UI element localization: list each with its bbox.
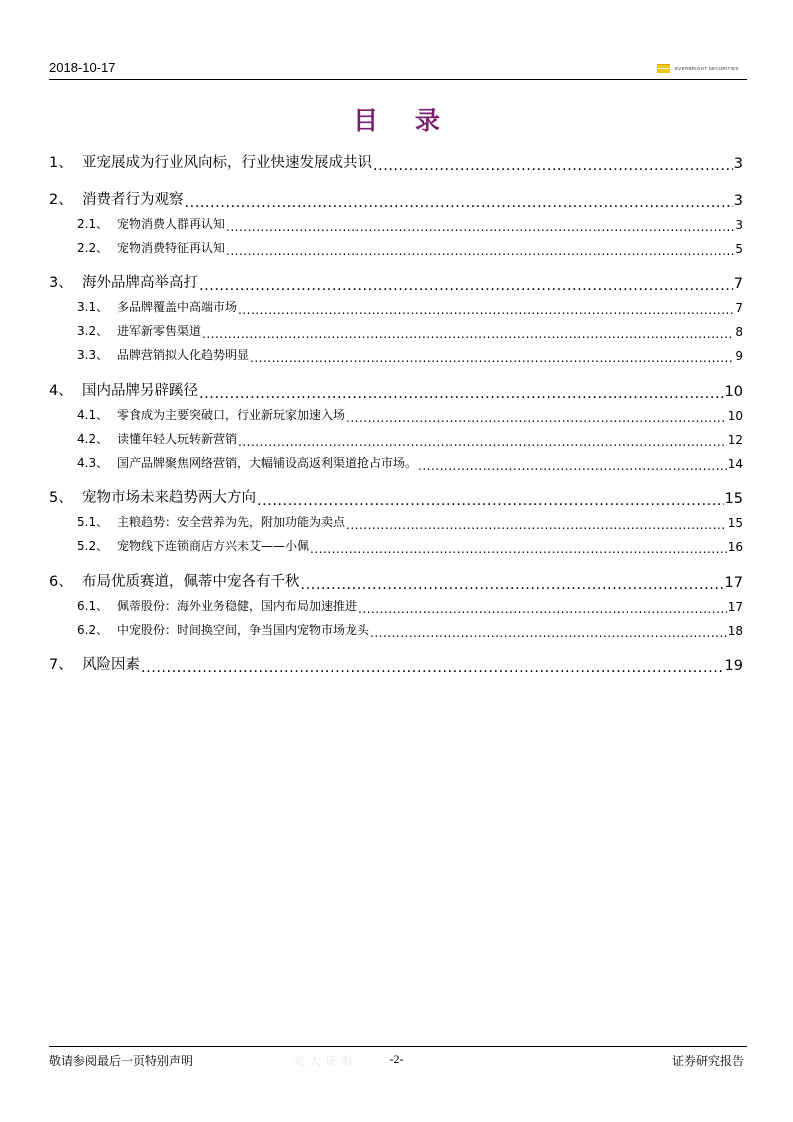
- toc-leader-dots: [202, 327, 734, 339]
- toc-entry[interactable]: [49, 406, 743, 423]
- toc-entry[interactable]: [49, 430, 743, 447]
- toc-entry[interactable]: [49, 322, 743, 339]
- toc-entry-number: 1、: [49, 155, 73, 171]
- toc-leader-dots: [226, 220, 734, 232]
- toc-entry-number: 6、: [49, 574, 73, 590]
- toc-entry[interactable]: [49, 379, 743, 400]
- toc-entry-title: 宠物消费人群再认知: [117, 217, 226, 231]
- toc-entry-page: 17: [727, 600, 743, 614]
- toc-entry-page: 8: [735, 325, 743, 339]
- toc-entry-number: 3、: [49, 275, 73, 291]
- toc-entry-page: 7: [735, 301, 743, 315]
- toc-leader-dots: [199, 386, 724, 401]
- toc-entry-number: 5.1、: [77, 515, 109, 529]
- toc-entry-title: 宠物消费特征再认知: [117, 241, 226, 255]
- toc-entry[interactable]: [49, 151, 743, 172]
- toc-entry-title: 品牌营销拟人化趋势明显: [117, 348, 250, 362]
- toc-entry-title: 国产品牌聚焦网络营销，大幅铺设高返利渠道抢占市场。: [117, 456, 418, 470]
- toc-entry-page: 14: [727, 457, 743, 471]
- toc-entry-page: 10: [727, 409, 743, 423]
- toc-entry-page: 3: [733, 193, 743, 209]
- toc-entry-title: 中宠股份：时间换空间，争当国内宠物市场龙头: [117, 623, 370, 637]
- toc-entry[interactable]: [49, 298, 743, 315]
- toc-entry-page: 19: [724, 658, 743, 674]
- toc-entry-title: 消费者行为观察: [82, 192, 184, 208]
- page-number: -2-: [389, 1052, 404, 1066]
- toc-leader-dots: [346, 411, 727, 423]
- toc-entry-title: 亚宠展成为行业风向标，行业快速发展成共识: [82, 155, 372, 171]
- toc-entry-number: 6.2、: [77, 623, 109, 637]
- toc-entry[interactable]: [49, 215, 743, 232]
- toc-entry[interactable]: [49, 271, 743, 292]
- toc-entry-title: 佩蒂股份：海外业务稳健，国内布局加速推进: [117, 599, 358, 613]
- toc-entry[interactable]: [49, 454, 743, 471]
- toc-leader-dots: [301, 577, 724, 592]
- toc-entry-number: 4.3、: [77, 456, 109, 470]
- toc-leader-dots: [238, 303, 734, 315]
- header-divider: [49, 79, 747, 80]
- toc-entry-page: 12: [727, 433, 743, 447]
- toc-entry-number: 4、: [49, 383, 73, 399]
- toc-leader-dots: [418, 459, 727, 471]
- footer-watermark: 光大证券: [293, 1054, 358, 1068]
- toc-entry-title: 主粮趋势：安全营养为先，附加功能为卖点: [117, 515, 346, 529]
- toc-entry-title: 海外品牌高举高打: [82, 275, 198, 291]
- toc-entry[interactable]: [49, 621, 743, 638]
- toc-leader-dots: [185, 195, 733, 210]
- toc-entry-page: 3: [733, 156, 743, 172]
- toc-entry-page: 18: [727, 624, 743, 638]
- toc-entry[interactable]: [49, 346, 743, 363]
- toc-entry[interactable]: [49, 239, 743, 256]
- toc-leader-dots: [310, 542, 727, 554]
- toc-entry-number: 4.1、: [77, 408, 109, 422]
- footer-disclaimer: 敬请参阅最后一页特别声明: [49, 1054, 194, 1068]
- toc-entry-title: 风险因素: [82, 657, 140, 673]
- report-date: 2018-10-17: [49, 60, 116, 75]
- toc-entry-page: 9: [735, 349, 743, 363]
- report-type: 证券研究报告: [671, 1054, 744, 1068]
- toc-entry-title: 布局优质赛道，佩蒂中宠各有千秋: [82, 574, 300, 590]
- toc-leader-dots: [141, 660, 724, 675]
- toc-entry[interactable]: [49, 188, 743, 209]
- toc-entry[interactable]: [49, 486, 743, 507]
- toc-leader-dots: [370, 626, 727, 638]
- toc-leader-dots: [346, 518, 727, 530]
- toc-entry-number: 3.2、: [77, 324, 109, 338]
- toc-entry[interactable]: [49, 513, 743, 530]
- toc-title: 目 录: [353, 106, 454, 135]
- toc-entry-number: 7、: [49, 657, 73, 673]
- toc-entry-title: 宠物线下连锁商店方兴未艾——小佩: [117, 539, 310, 553]
- toc-leader-dots: [358, 602, 727, 614]
- toc-entry[interactable]: [49, 653, 743, 674]
- toc-leader-dots: [373, 158, 733, 173]
- toc-entry[interactable]: [49, 570, 743, 591]
- toc-entry-number: 3.3、: [77, 348, 109, 362]
- toc-entry[interactable]: [49, 597, 743, 614]
- toc-entry-page: 15: [724, 491, 743, 507]
- toc-entry-page: 16: [727, 540, 743, 554]
- toc-leader-dots: [199, 278, 733, 293]
- toc-entry-title: 国内品牌另辟蹊径: [82, 383, 198, 399]
- toc-entry-number: 5、: [49, 490, 73, 506]
- toc-leader-dots: [238, 435, 727, 447]
- toc-entry[interactable]: [49, 537, 743, 554]
- toc-entry-title: 宠物市场未来趋势两大方向: [82, 490, 256, 506]
- toc-entry-title: 进军新零售渠道: [117, 324, 202, 338]
- company-logo: [657, 64, 747, 76]
- toc-entry-page: 10: [724, 384, 743, 400]
- toc-entry-page: 3: [735, 218, 743, 232]
- toc-entry-title: 多品牌覆盖中高端市场: [117, 300, 238, 314]
- toc-leader-dots: [226, 244, 734, 256]
- toc-entry-number: 5.2、: [77, 539, 109, 553]
- toc-entry-page: 15: [727, 516, 743, 530]
- toc-entry-title: 读懂年轻人玩转新营销: [117, 432, 238, 446]
- toc-entry-number: 3.1、: [77, 300, 109, 314]
- toc-entry-number: 4.2、: [77, 432, 109, 446]
- toc-leader-dots: [257, 493, 724, 508]
- toc-entry-number: 2.1、: [77, 217, 109, 231]
- toc-entry-page: 5: [735, 242, 743, 256]
- logo-text: EVERBRIGHT SECURITIES: [675, 66, 739, 71]
- toc-entry-title: 零食成为主要突破口，行业新玩家加速入场: [117, 408, 346, 422]
- logo-mark-icon: [657, 64, 670, 73]
- toc-leader-dots: [250, 351, 734, 363]
- toc-entry-number: 6.1、: [77, 599, 109, 613]
- toc-entry-page: 17: [724, 575, 743, 591]
- toc-entry-page: 7: [733, 276, 743, 292]
- footer-divider: [49, 1046, 747, 1047]
- toc-entry-number: 2.2、: [77, 241, 109, 255]
- toc-entry-number: 2、: [49, 192, 73, 208]
